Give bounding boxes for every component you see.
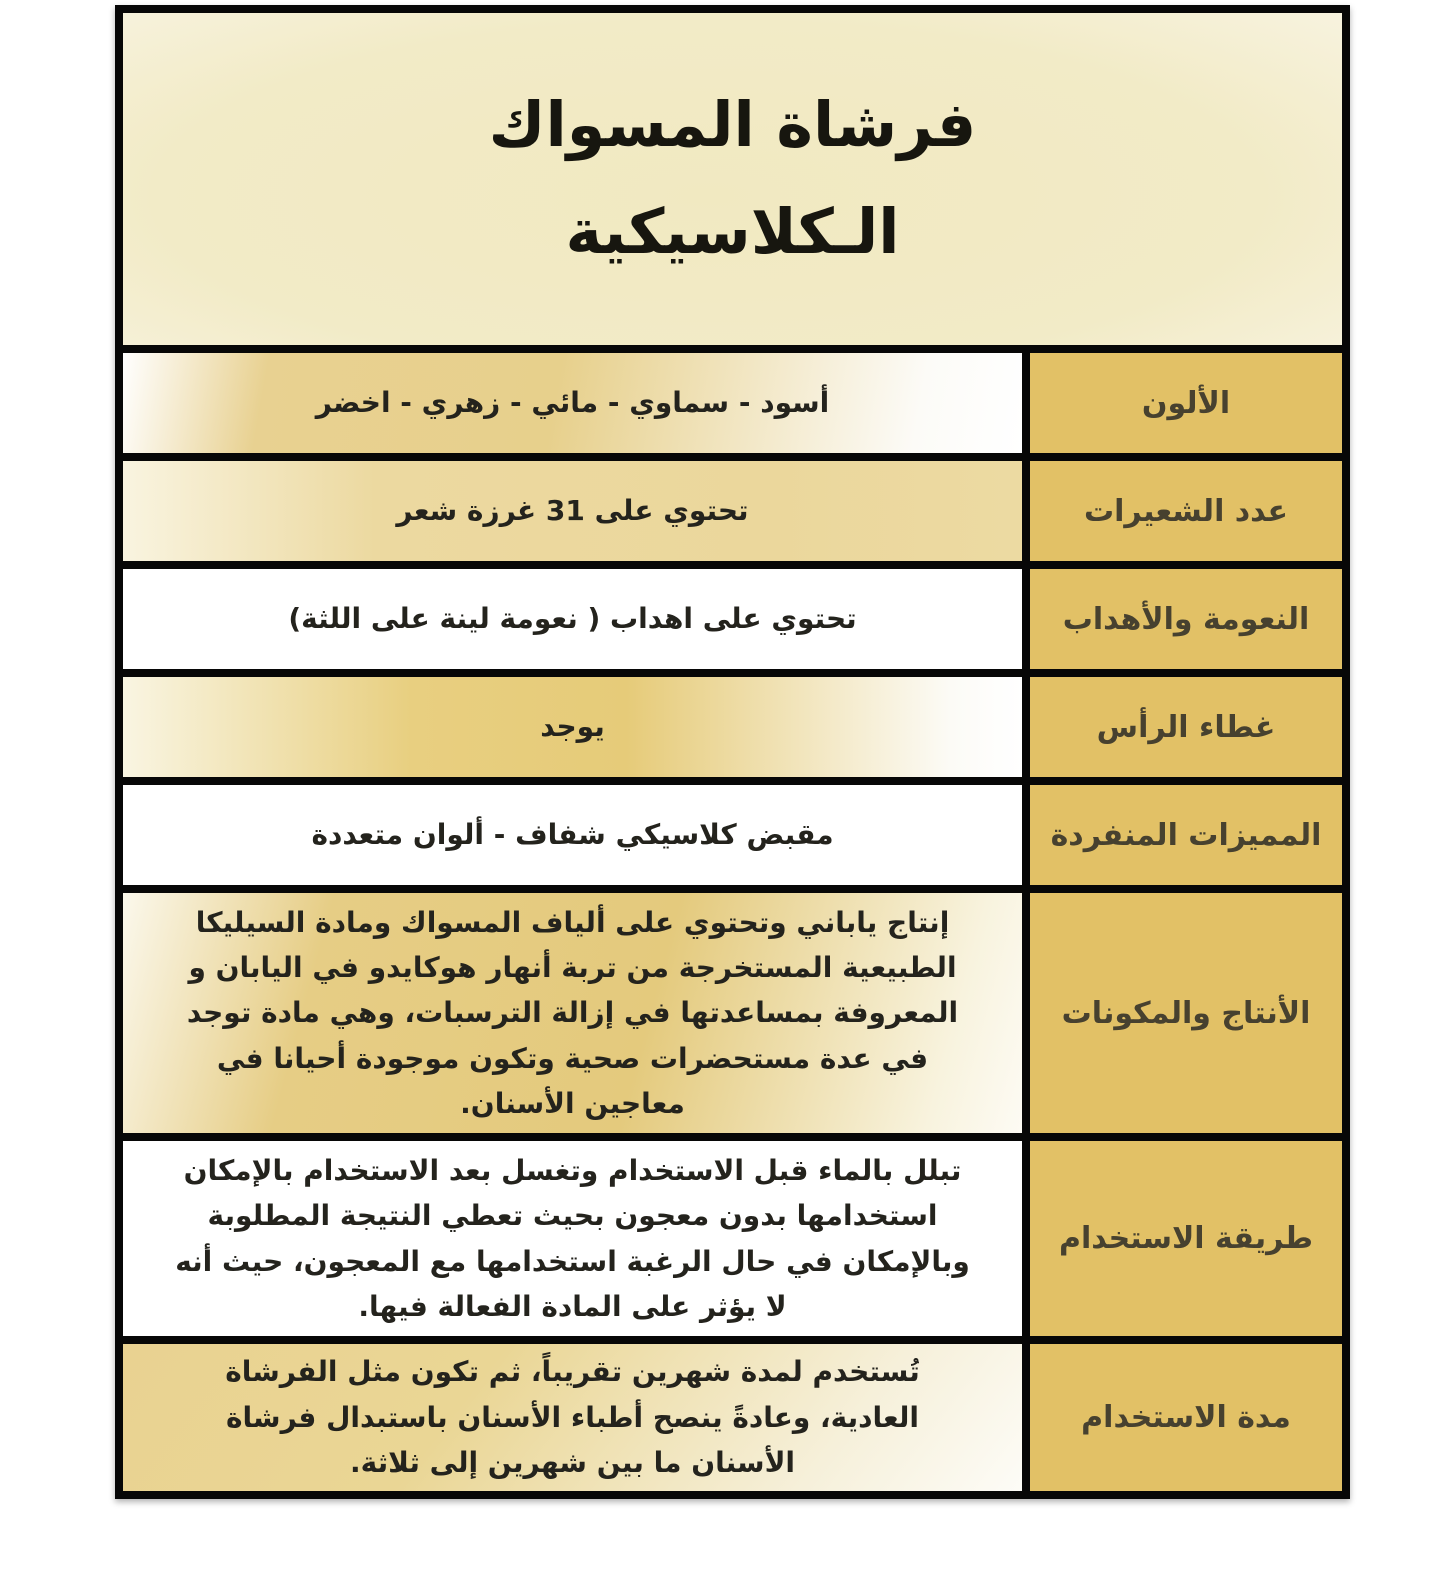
row-value-production-ingredients: إنتاج ياباني وتحتوي على ألياف المسواك ومادة السيليكا الطبيعية المستخرجة من تربة أنهار هوكايدو في اليابان و المعروفة بمساعدتها في إزالة الترسبات، وهي مادة توجد في عدة مستحضرات صحية وتكون موجودة أحيانا في معاجين الأسنان. [123, 893, 1022, 1133]
row-header-softness: النعومة والأهداب [1030, 569, 1342, 669]
row-value-bristle-count: تحتوي على 31 غرزة شعر [123, 461, 1022, 561]
row-header-colors: الألون [1030, 353, 1342, 453]
table-row [123, 461, 1342, 561]
table-row [123, 893, 1342, 1133]
table-title-line1: فرشاة المسواك [488, 88, 977, 162]
row-value-colors: أسود - سماوي - مائي - زهري - اخضر [123, 353, 1022, 453]
table-title [123, 13, 1342, 345]
table-row [123, 1141, 1342, 1336]
row-value-head-cover: يوجد [123, 677, 1022, 777]
table-row [123, 677, 1342, 777]
row-header-production-ingredients: الأنتاج والمكونات [1030, 893, 1342, 1133]
row-header-unique-features: المميزات المنفردة [1030, 785, 1342, 885]
row-header-head-cover: غطاء الرأس [1030, 677, 1342, 777]
table-row [123, 785, 1342, 885]
row-value-unique-features: مقبض كلاسيكي شفاف - ألوان متعددة [123, 785, 1022, 885]
table-row [123, 353, 1342, 453]
row-header-usage-duration: مدة الاستخدام [1030, 1344, 1342, 1491]
row-value-softness: تحتوي على اهداب ( نعومة لينة على اللثة) [123, 569, 1022, 669]
row-value-usage-duration: تُستخدم لمدة شهرين تقريباً، ثم تكون مثل الفرشاة العادية، وعادةً ينصح أطباء الأسنان باستبدال فرشاة الأسنان ما بين شهرين إلى ثلاثة. [123, 1344, 1022, 1491]
table-title-line2: الـكلاسيكية [565, 195, 900, 268]
row-value-usage-method: تبلل بالماء قبل الاستخدام وتغسل بعد الاستخدام بالإمكان استخدامها بدون معجون بحيث تعطي النتيجة المطلوبة وبالإمكان في حال الرغبة استخدامها مع المعجون، حيث أنه لا يؤثر على المادة الفعالة فيها. [123, 1141, 1022, 1336]
table-row [123, 569, 1342, 669]
product-spec-table [115, 5, 1350, 1499]
table-row [123, 1344, 1342, 1491]
row-header-usage-method: طريقة الاستخدام [1030, 1141, 1342, 1336]
row-header-bristle-count: عدد الشعيرات [1030, 461, 1342, 561]
